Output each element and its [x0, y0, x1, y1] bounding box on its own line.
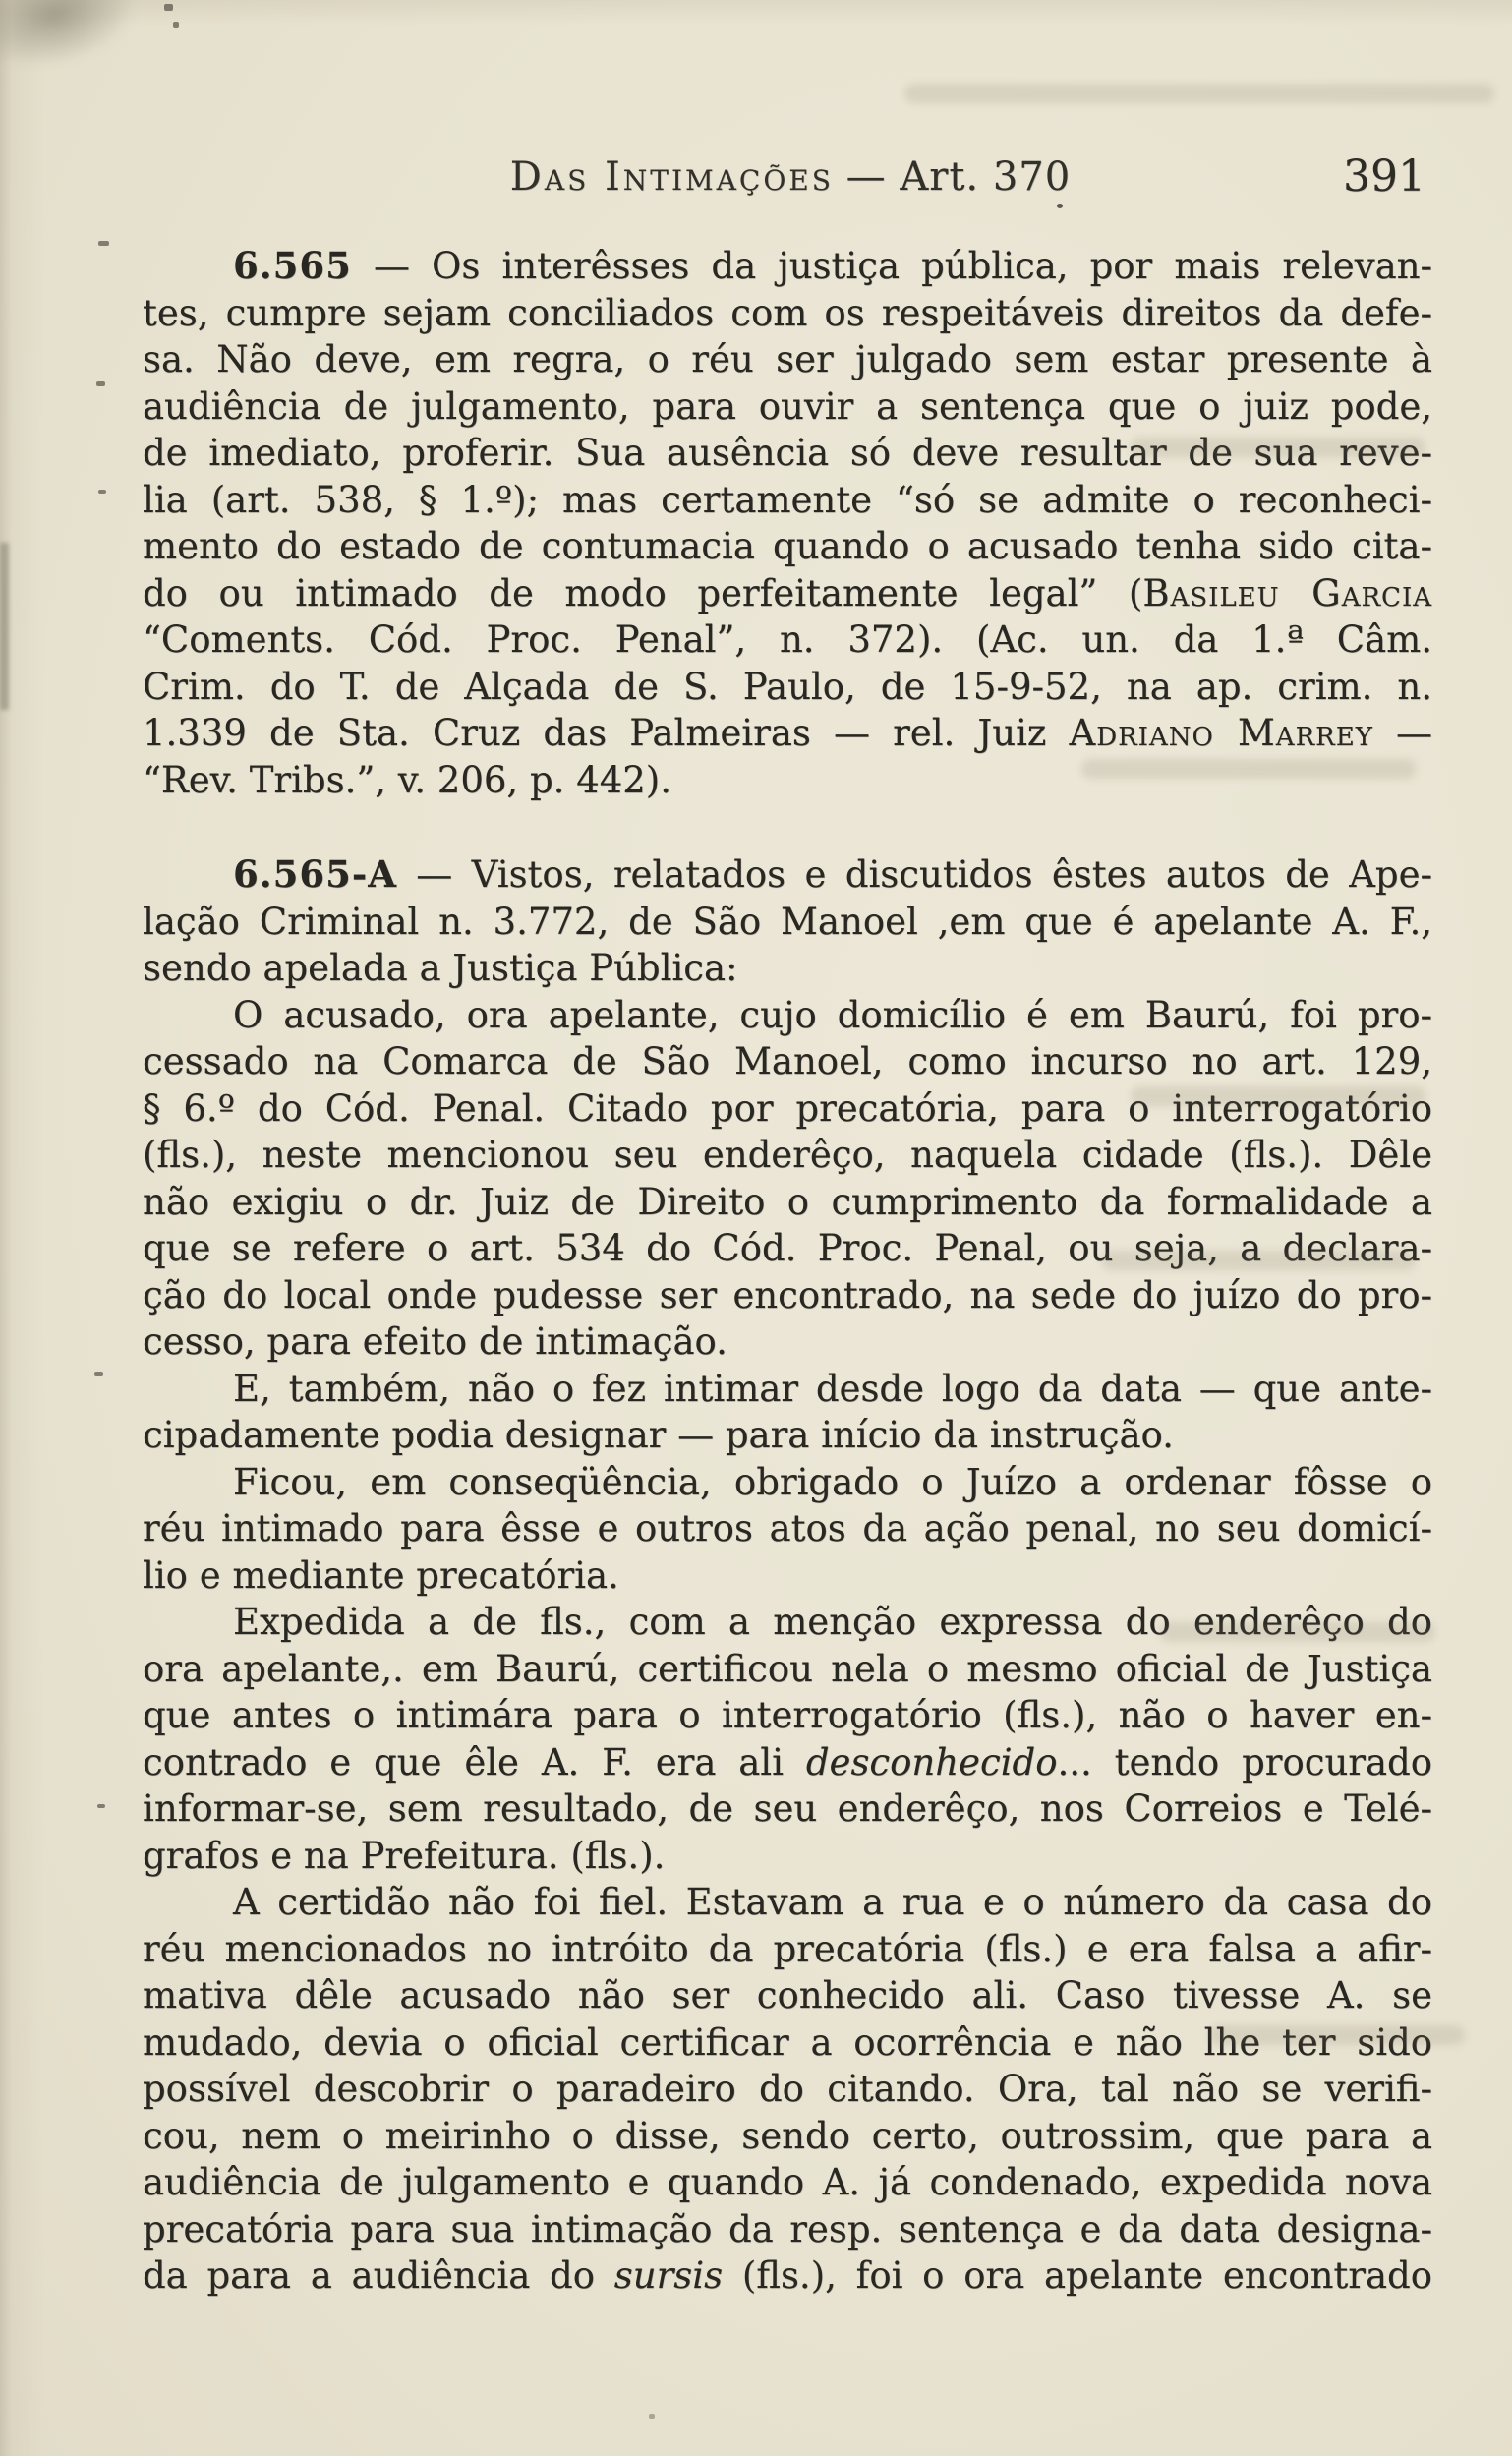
text-segment: cou, nem o meirinho o disse, sendo certo, outrossim, que para a — [143, 2114, 1432, 2157]
corner-smudge-artifact — [0, 0, 146, 82]
text-segment: sa. Não deve, em regra, o réu ser julgado sem estar presente à — [143, 338, 1432, 380]
text-segment: sursis — [613, 2254, 724, 2297]
text-line — [143, 1412, 1432, 1459]
paragraph — [143, 1366, 1432, 1459]
text-segment: — Os interêsses da justiça pública, por mais relevan- — [351, 245, 1432, 287]
text-line — [143, 477, 1432, 524]
text-segment: que se refere o art. 534 do Cód. Proc. Penal, ou seja, a declara- — [143, 1227, 1432, 1269]
text-line — [143, 1318, 1432, 1366]
text-segment: “Rev. Tribs.”, v. 206, p. 442). — [143, 758, 671, 801]
ink-speck-artifact — [164, 4, 173, 11]
text-segment: lia (art. 538, § 1.º); mas certamente “só se admite o reconheci- — [143, 478, 1432, 521]
bleed-through-artifact — [1081, 759, 1416, 779]
text-line — [143, 1646, 1432, 1693]
text-line — [143, 1459, 1432, 1506]
section-6.565 — [143, 243, 1432, 803]
text-line — [143, 710, 1432, 757]
text-line — [143, 945, 1432, 992]
text-segment: § 6.º do Cód. Penal. Citado por precatória, para o interrogatório — [143, 1086, 1432, 1130]
bleed-through-artifact — [1160, 1622, 1435, 1642]
text-segment: réu mencionados no intróito da precatória (fls.) e era falsa a afir- — [143, 1927, 1432, 1970]
text-line — [143, 290, 1432, 337]
text-segment: grafos e na Prefeitura. (fls.). — [143, 1834, 666, 1877]
text-segment: sendo apelada a Justiça Pública: — [143, 947, 738, 989]
text-line — [143, 336, 1432, 383]
text-segment: ora apelante,. em Baurú, certificou nela o mesmo oficial de Justiça — [143, 1647, 1432, 1690]
text-line — [143, 2206, 1432, 2253]
text-segment: cesso, para efeito de intimação. — [143, 1320, 727, 1363]
text-line — [143, 1505, 1432, 1552]
text-segment: réu intimado para êsse e outros atos da ação penal, no seu domicí- — [143, 1507, 1432, 1550]
text-line — [143, 2159, 1432, 2206]
paragraph — [143, 243, 1432, 803]
running-title — [0, 149, 1512, 205]
bleed-through-artifact — [1131, 1086, 1425, 1106]
section-6.565-A — [143, 851, 1432, 2300]
text-segment: lação Criminal n. 3.772, de São Manoel ,em que é apelante A. F., — [143, 900, 1432, 943]
text-segment: de imediato, proferir. Sua ausência só deve resultar de sua reve- — [143, 432, 1432, 474]
text-segment: tes, cumpre sejam conciliados com os respeitáveis direitos da defe- — [143, 291, 1432, 334]
text-line — [143, 2113, 1432, 2160]
ink-speck-artifact — [97, 1804, 105, 1808]
text-segment: que antes o intimára para o interrogatório (fls.), não o haver en- — [143, 1694, 1432, 1736]
scan-edge-artifact — [0, 543, 9, 710]
text-line — [143, 2252, 1432, 2300]
text-segment: Ficou, em conseqüência, obrigado o Juízo a ordenar fôsse o — [233, 1460, 1432, 1503]
ink-speck-artifact — [649, 2414, 655, 2419]
text-line — [143, 616, 1432, 664]
text-line — [143, 1272, 1432, 1319]
text-line — [143, 664, 1432, 711]
paragraph — [143, 851, 1432, 992]
running-title-text: Das Intimações — [509, 154, 834, 200]
text-segment: Adriano Marrey — [1069, 712, 1373, 754]
bleed-through-artifact — [1131, 438, 1425, 457]
paragraph — [143, 1459, 1432, 1600]
text-line — [143, 992, 1432, 1039]
text-line — [143, 851, 1432, 899]
text-segment: audiência de julgamento e quando A. já condenado, expedida nova — [143, 2161, 1432, 2203]
text-segment: lio e mediante precatória. — [143, 1553, 619, 1597]
text-segment: cipadamente podia designar — para início da instrução. — [143, 1414, 1174, 1456]
text-line — [143, 1972, 1432, 2019]
text-line — [143, 899, 1432, 946]
text-segment: A certidão não foi fiel. Estavam a rua e o número da casa do — [233, 1881, 1432, 1923]
text-segment: “Coments. Cód. Proc. Penal”, n. 372). (Ac. un. da 1.ª Câm. — [143, 618, 1432, 661]
text-segment: da para a audiência do — [143, 2254, 614, 2297]
text-line — [143, 243, 1432, 290]
text-line — [143, 1739, 1432, 1786]
text-line — [143, 1179, 1432, 1226]
ink-speck-artifact — [173, 22, 179, 28]
text-segment: Expedida a de fls., com a menção expressa do enderêço do — [233, 1601, 1432, 1643]
text-segment: 1.339 de Sta. Cruz das Palmeiras — rel. Juiz — [143, 712, 1070, 754]
paragraph — [143, 992, 1432, 1366]
ink-speck-artifact — [96, 381, 105, 386]
text-segment: ção do local onde pudesse ser encontrado, na sede do juízo do pro- — [143, 1273, 1432, 1316]
page-number: 391 — [1343, 151, 1425, 202]
text-segment: Crim. do T. de Alçada de S. Paulo, de 15-9-52, na ap. crim. n. — [143, 665, 1432, 708]
text-segment: audiência de julgamento, para ouvir a sentença que o juiz pode, — [143, 384, 1432, 428]
text-segment: ... tendo procurado — [1057, 1740, 1432, 1784]
text-line — [143, 1038, 1432, 1085]
bleed-through-artifact — [1209, 2025, 1465, 2045]
page-header — [0, 149, 1512, 208]
text-segment: mudado, devia o oficial certificar a ocorrência e não lhe ter sido — [143, 2020, 1432, 2064]
text-line — [143, 1552, 1432, 1600]
bleed-through-artifact — [1101, 1251, 1416, 1270]
text-segment: mativa dêle acusado não ser conhecido ali. Caso tivesse A. se — [143, 1974, 1432, 2017]
text-segment: desconhecido — [805, 1740, 1058, 1784]
section-number: 6.565 — [233, 244, 352, 287]
text-segment: não exigiu o dr. Juiz de Direito o cumprimento da formalidade a — [143, 1180, 1432, 1223]
running-title-article: — Art. 370 — [845, 154, 1072, 200]
text-segment: precatória para sua intimação da resp. sentença e da data designa- — [143, 2207, 1432, 2251]
text-line — [143, 523, 1432, 570]
text-segment: cessado na Comarca de São Manoel, como incurso no art. 129, — [143, 1040, 1432, 1082]
page-body — [143, 243, 1432, 2300]
text-segment: (fls.), neste mencionou seu enderêço, naquela cidade (fls.). Dêle — [143, 1134, 1432, 1176]
text-line — [143, 1785, 1432, 1833]
text-segment: possível descobrir o paradeiro do citando. Ora, tal não se verifi- — [143, 2068, 1432, 2110]
text-line — [143, 1132, 1432, 1179]
text-segment: informar-se, sem resultado, de seu enderêço, nos Correios e Telé- — [143, 1787, 1432, 1830]
text-segment: — — [1372, 712, 1432, 754]
bleed-through-artifact — [904, 84, 1494, 103]
text-line — [143, 2066, 1432, 2113]
text-segment: O acusado, ora apelante, cujo domicílio é em Baurú, foi pro- — [233, 993, 1432, 1036]
ink-speck-artifact — [94, 1372, 103, 1376]
text-line — [143, 1879, 1432, 1926]
text-line — [143, 383, 1432, 431]
ink-speck-artifact — [98, 490, 106, 494]
text-line — [143, 1926, 1432, 1973]
section-number: 6.565-A — [233, 852, 397, 896]
text-segment: Basileu Garcia — [1142, 571, 1432, 614]
paragraph — [143, 1879, 1432, 2300]
text-segment: do ou intimado de modo perfeitamente legal” ( — [143, 571, 1143, 614]
text-line — [143, 570, 1432, 617]
text-line — [143, 1833, 1432, 1880]
text-line — [143, 1692, 1432, 1739]
text-line — [143, 1366, 1432, 1413]
text-segment: E, também, não o fez intimar desde logo da data — que ante- — [233, 1367, 1432, 1410]
text-segment: contrado e que êle A. F. era ali — [143, 1740, 806, 1784]
text-segment: (fls.), foi o ora apelante encontrado — [723, 2254, 1432, 2297]
text-segment: mento do estado de contumacia quando o acusado tenha sido cita- — [143, 525, 1432, 567]
ink-speck-artifact — [98, 241, 109, 246]
text-segment: — Vistos, relatados e discutidos êstes autos de Ape- — [396, 853, 1432, 896]
